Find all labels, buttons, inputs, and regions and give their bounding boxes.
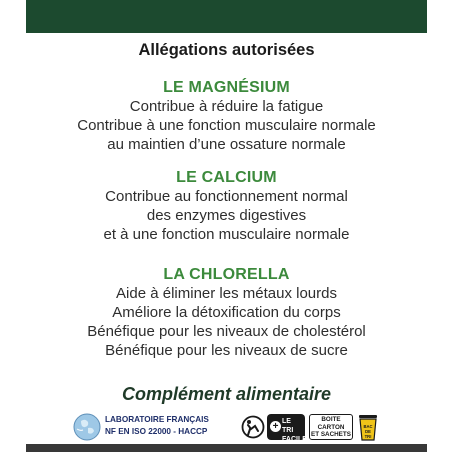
claim-text: Aide à éliminer les métaux lourds: [116, 285, 337, 302]
svg-text:DE: DE: [365, 429, 371, 434]
section-title: LE CALCIUM: [176, 169, 277, 186]
header-bar: [26, 0, 427, 33]
recycling-bin-icon: [357, 412, 379, 442]
complement-title: Complément alimentaire: [121, 384, 332, 404]
claim-text: Bénéfique pour les niveaux de sucre: [105, 342, 348, 359]
plus-icon: +: [270, 421, 281, 432]
svg-text:TRI: TRI: [364, 434, 372, 439]
recycling-info: [241, 412, 386, 442]
packaging-line: BOITE: [321, 416, 341, 423]
section-chlorella: [26, 265, 427, 360]
packaging-label: [309, 414, 353, 440]
claim-text: Contribue à réduire la fatigue: [129, 98, 324, 115]
packaging-line: ET SACHETS: [311, 431, 351, 438]
laboratory-line: LABORATOIRE FRANÇAIS: [105, 415, 209, 424]
claim-text: des enzymes digestives: [146, 207, 307, 224]
tri-facile-badge: [267, 414, 307, 443]
claim-text: au maintien d’une ossature normale: [107, 136, 346, 153]
laboratory-badge: [72, 410, 232, 444]
claim-text: Améliore la détoxification du corps: [112, 304, 341, 321]
claims-panel: [26, 33, 427, 444]
section-calcium: [26, 168, 427, 244]
globe-icon: [72, 412, 102, 442]
svg-text:BAC: BAC: [363, 424, 373, 429]
section-title: LA CHLORELLA: [163, 266, 290, 283]
tri-badge-line: LE TRI: [282, 418, 294, 434]
tri-badge-line: FACILE: [282, 436, 307, 443]
packaging-line: CARTON: [317, 423, 345, 431]
section-magnesium: [26, 78, 427, 154]
section-title: LE MAGNÉSIUM: [163, 79, 290, 96]
page-title: Allégations autorisées: [138, 41, 315, 59]
footer-bar: [26, 444, 427, 452]
claim-text: et à une fonction musculaire normale: [103, 226, 350, 243]
claim-text: Bénéfique pour les niveaux de cholestérol: [87, 323, 366, 340]
iso-line: NF EN ISO 22000 - HACCP: [105, 427, 208, 436]
claim-text: Contribue au fonctionnement normal: [105, 188, 348, 205]
claim-text: Contribue à une fonction musculaire normale: [77, 117, 376, 134]
triman-icon: [241, 414, 265, 440]
